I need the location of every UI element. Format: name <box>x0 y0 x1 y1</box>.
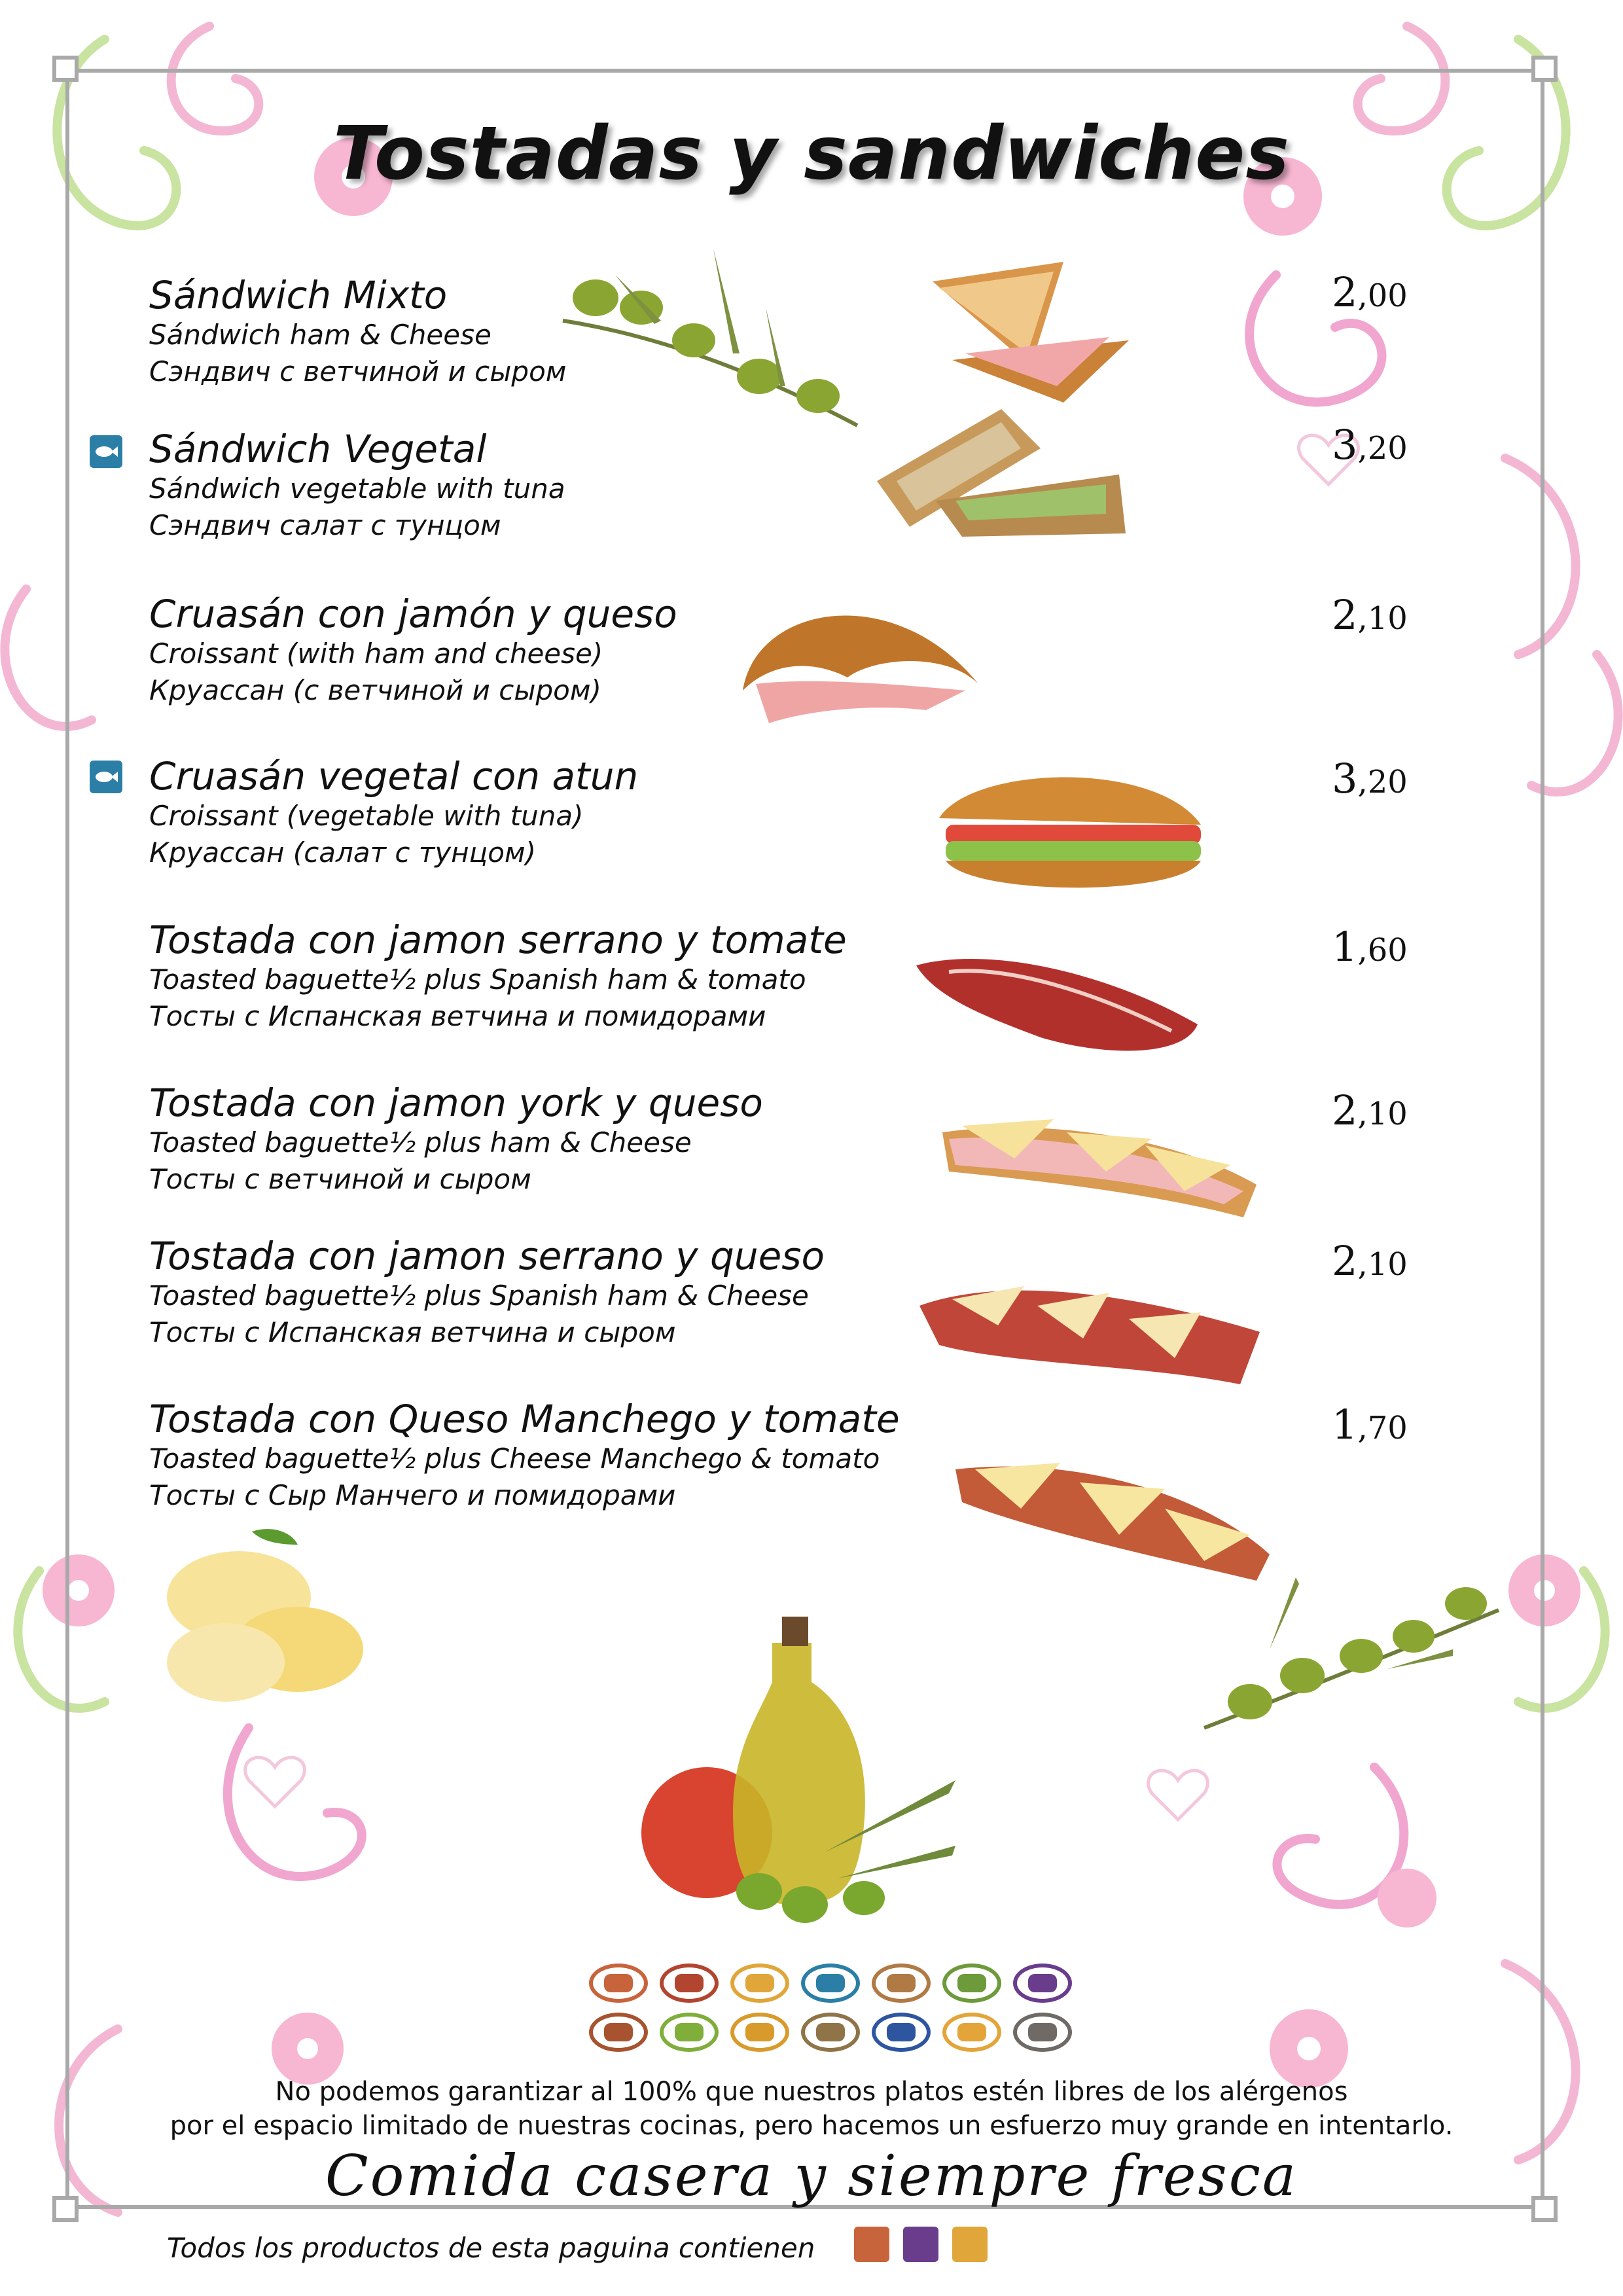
item-name-russian: Тосты с Испанская ветчина и помидорами <box>149 1000 766 1032</box>
ham-cheese-croissant-image <box>730 579 991 736</box>
menu-item <box>149 592 677 709</box>
butter-curls-image <box>154 1518 376 1715</box>
vegetable-tuna-sandwich-image <box>870 403 1132 540</box>
olive-branch-image <box>1191 1551 1505 1748</box>
item-name-english: Sándwich ham & Cheese <box>149 319 491 351</box>
item-name-russian: Тосты с Испанская ветчина и сыром <box>149 1316 676 1348</box>
vegetable-tuna-croissant-image <box>933 759 1207 903</box>
allergen-notice <box>0 2075 1623 2143</box>
crustacean-icon <box>660 1964 719 2003</box>
sesame-icon <box>801 2013 860 2052</box>
menu-item <box>149 755 638 871</box>
frame-corner <box>52 56 79 82</box>
allergen-legend-row <box>589 2013 1072 2052</box>
mustard-icon <box>730 2013 789 2052</box>
item-name: Tostada con jamon york y queso <box>149 1081 763 1125</box>
item-name-russian: Круассан (салат с тунцом) <box>149 836 536 869</box>
nuts-icon <box>589 2013 648 2052</box>
item-name: Tostada con jamon serrano y tomate <box>149 918 847 962</box>
serrano-cheese-toasts-image <box>913 1266 1266 1397</box>
item-price: 1,60 <box>1332 923 1408 971</box>
egg-icon <box>730 1964 789 2003</box>
item-name-english: Croissant (vegetable with tuna) <box>149 800 584 832</box>
item-name: Tostada con jamon serrano y queso <box>149 1234 825 1278</box>
fish-allergen-icon <box>90 761 122 793</box>
sulphite-icon <box>872 2013 931 2052</box>
item-name-english: Toasted baguette½ plus Spanish ham & Cheese <box>149 1280 809 1312</box>
menu-item <box>149 427 565 544</box>
fish-icon <box>801 1964 860 2003</box>
item-price: 2,10 <box>1332 1086 1408 1134</box>
item-price: 3,20 <box>1332 421 1408 469</box>
notice-line: No podemos garantizar al 100% que nuestros platos estén libres de los alérgenos <box>275 2077 1348 2107</box>
menu-item <box>149 918 847 1035</box>
toasted-ham-cheese-sandwich-image <box>913 255 1135 406</box>
milk-icon <box>1013 1964 1072 2003</box>
lupin-icon <box>942 2013 1001 2052</box>
gluten-icon <box>854 2227 889 2262</box>
item-name-english: Toasted baguette½ plus Cheese Manchego & tomato <box>149 1443 880 1475</box>
item-name: Sándwich Vegetal <box>149 427 487 471</box>
item-name-english: Toasted baguette½ plus Spanish ham & tomato <box>149 963 806 996</box>
frame-corner <box>1531 56 1558 82</box>
olive-branch-image <box>550 236 864 432</box>
item-name-english: Toasted baguette½ plus ham & Cheese <box>149 1126 692 1158</box>
menu-item <box>149 1081 763 1198</box>
menu-item <box>149 1234 825 1351</box>
menu-item <box>149 1397 900 1514</box>
page-title: Tostadas y sandwiches <box>333 111 1290 196</box>
item-name-english: Croissant (with ham and cheese) <box>149 637 603 670</box>
serrano-ham-slices-image <box>910 946 1211 1064</box>
slogan: Comida casera y siempre fresca <box>325 2144 1298 2209</box>
fish-allergen-icon <box>90 435 122 468</box>
item-name-russian: Сэндвич с ветчиной и сыром <box>149 355 567 387</box>
item-price: 3,20 <box>1332 755 1408 802</box>
item-price: 1,70 <box>1332 1401 1408 1448</box>
item-price: 2,00 <box>1332 268 1408 316</box>
olive-oil-bottle-image <box>628 1617 969 1924</box>
item-name: Sándwich Mixto <box>149 273 448 317</box>
item-name-english: Sándwich vegetable with tuna <box>149 473 565 505</box>
item-name: Cruasán con jamón y queso <box>149 592 677 636</box>
celery-icon <box>660 2013 719 2052</box>
mollusc-icon <box>1013 2013 1072 2052</box>
item-name-russian: Тосты с Сыр Манчего и помидорами <box>149 1479 676 1511</box>
item-name-russian: Тосты с ветчиной и сыром <box>149 1163 531 1195</box>
peanut-icon <box>872 1964 931 2003</box>
item-price: 2,10 <box>1332 591 1408 639</box>
item-price: 2,10 <box>1332 1237 1408 1285</box>
footer-text: Todos los productos de esta paguina contienen <box>167 2232 815 2264</box>
item-name-russian: Сэндвич салат с тунцом <box>149 509 501 541</box>
gluten-icon <box>589 1964 648 2003</box>
item-name: Cruasán vegetal con atun <box>149 754 639 798</box>
notice-line: por el espacio limitado de nuestras cocinas, pero hacemos un esfuerzo muy grande en intentarlo. <box>169 2111 1454 2141</box>
soy-icon <box>942 1964 1001 2003</box>
egg-icon <box>952 2227 988 2262</box>
ham-cheese-baguette-image <box>936 1106 1263 1224</box>
item-name-russian: Круассан (с ветчиной и сыром) <box>149 674 601 706</box>
menu-item <box>149 274 566 390</box>
milk-icon <box>903 2227 938 2262</box>
allergen-legend-row <box>589 1964 1072 2003</box>
item-name: Tostada con Queso Manchego y tomate <box>149 1397 900 1441</box>
